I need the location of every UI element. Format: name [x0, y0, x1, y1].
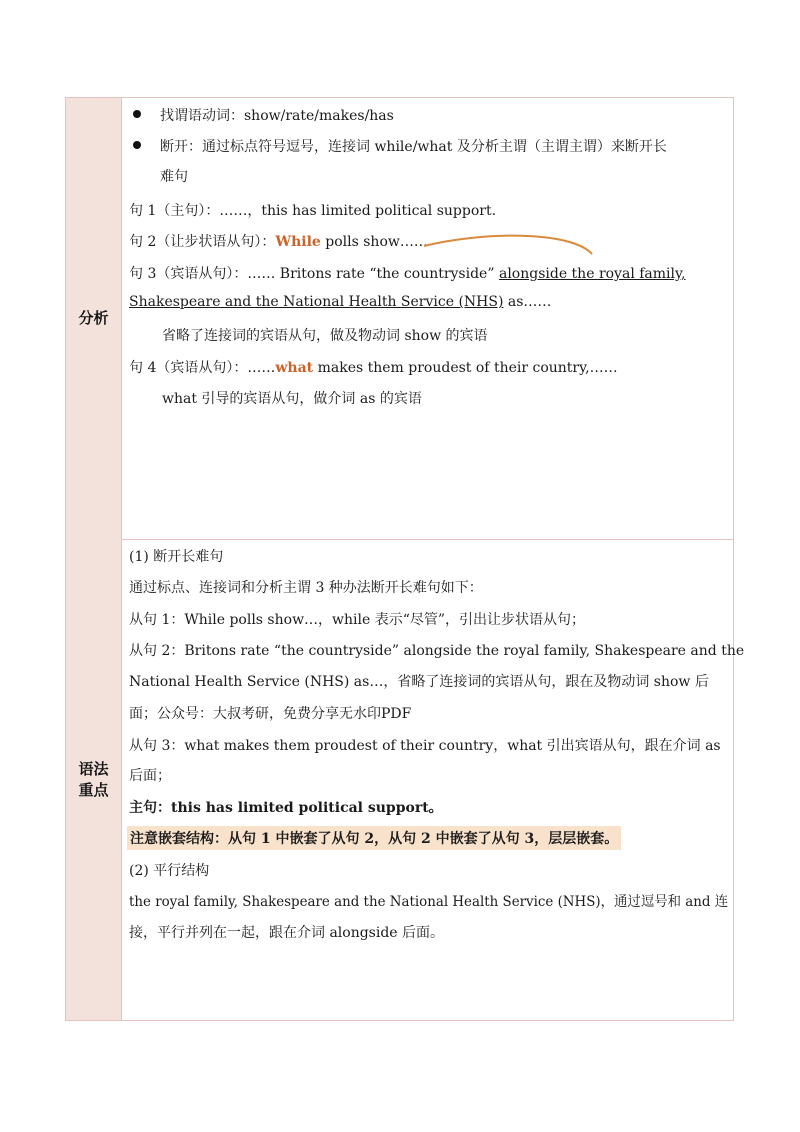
row-label-grammar-line2: 重点: [78, 780, 109, 799]
sentence-3-line1: [129, 263, 686, 283]
sentence-1: 句 1（主句）：……，this has limited political support.: [129, 203, 497, 219]
clause-3-line2: 后面；: [129, 768, 171, 784]
clause-1: 从句 1：While polls show…，while 表示“尽管”，引出让步状语从句；: [129, 612, 586, 628]
clause-2-line3: 面；公众号：大叔考研，免费分享无水印PDF: [129, 706, 412, 722]
row-label-grammar-line1: 语法: [78, 759, 109, 778]
sentence-3-underlined-2: Shakespeare and the National Health Service (NHS): [129, 294, 504, 310]
curved-arrow-path: [424, 236, 592, 254]
bullet-find-verbs: 找谓语动词：show/rate/makes/has: [160, 108, 394, 124]
nesting-note: 注意嵌套结构：从句 1 中嵌套了从句 2，从句 2 中嵌套了从句 3，层层嵌套。: [127, 826, 621, 850]
bullet-dot: [133, 110, 141, 118]
row-divider: [66, 539, 733, 540]
bullet-dot: [133, 141, 141, 149]
parallel-line2: 接，平行并列在一起，跟在介词 alongside 后面。: [129, 925, 445, 941]
sentence-3-prefix: 句 3（宾语从句）：…… Britons rate “the countryside”: [129, 266, 499, 282]
sentence-3-line2: [129, 294, 551, 310]
row-label-analysis-text: 分析: [78, 309, 109, 327]
heading-break-sentences: (1) 断开长难句: [129, 549, 224, 565]
curved-arrow-annotation: [420, 234, 600, 262]
sentence-2-rest: polls show……: [320, 234, 428, 250]
sentence-4-rest: makes them proudest of their country,……: [313, 360, 618, 376]
row-label-grammar: [66, 539, 122, 1020]
clause-3-line1: 从句 3：what makes them proudest of their country，what 引出宾语从句，跟在介词 as: [129, 738, 721, 754]
clause-2-line1: 从句 2：Britons rate “the countryside” alongside the royal family, Shakespeare and the: [129, 643, 745, 659]
sentence-2-prefix: 句 2（让步状语从句）：: [129, 234, 276, 250]
sentence-2-while: While: [275, 234, 321, 250]
bullet-break-line1: 断开：通过标点符号逗号，连接词 while/what 及分析主谓（主谓主谓）来断开长: [160, 139, 667, 155]
sentence-2: [129, 231, 428, 251]
clause-2-line2: National Health Service (NHS) as…，省略了连接词的宾语从句，跟在及物动词 show 后: [129, 674, 709, 690]
heading-parallel: (2) 平行结构: [129, 863, 210, 879]
sentence-3-note: 省略了连接词的宾语从句，做及物动词 show 的宾语: [162, 328, 488, 344]
main-clause: 主句：this has limited political support。: [129, 800, 443, 816]
sentence-4-what: what: [275, 360, 314, 376]
sentence-3-underlined-1: alongside the royal family,: [498, 266, 686, 282]
sentence-4-note: what 引导的宾语从句，做介词 as 的宾语: [162, 391, 422, 407]
row-label-analysis: [66, 98, 122, 539]
parallel-line1: the royal family, Shakespeare and the National Health Service (NHS)，通过逗号和 and 连: [129, 894, 729, 910]
sentence-3-as: as……: [503, 294, 552, 310]
intro-text: 通过标点、连接词和分析主谓 3 种办法断开长难句如下：: [129, 580, 483, 596]
bullet-break-line2: 难句: [160, 169, 188, 185]
sentence-4: [129, 357, 618, 377]
sentence-4-prefix: 句 4（宾语从句）：……: [129, 360, 276, 376]
